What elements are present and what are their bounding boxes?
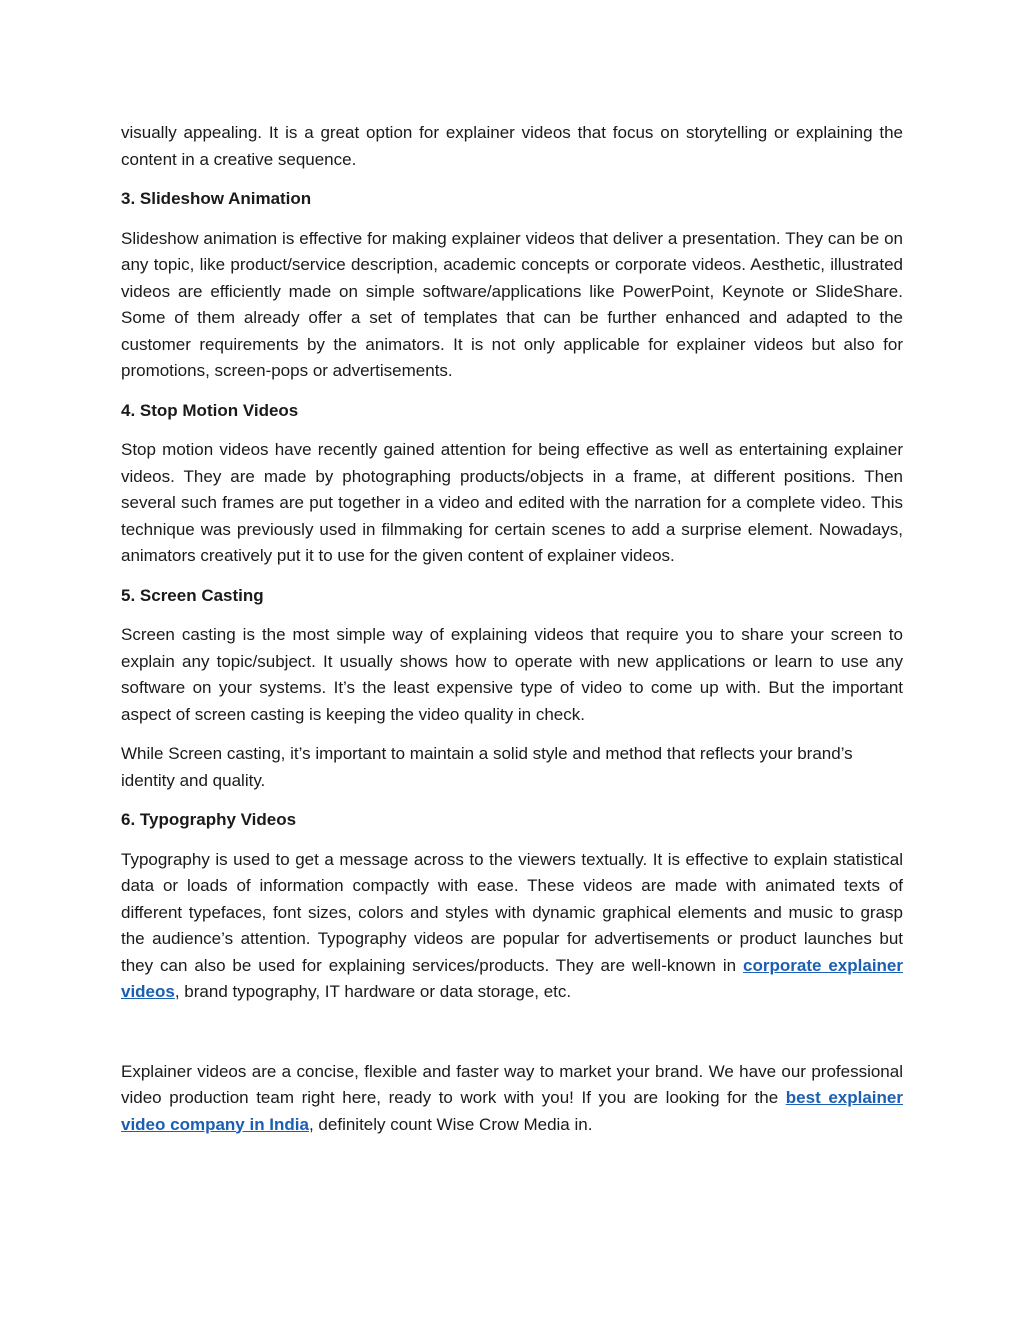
section-heading-stop-motion: 4. Stop Motion Videos — [121, 400, 299, 420]
best-explainer-company-link[interactable]: best explainer video company in India — [121, 1088, 903, 1134]
section-paragraph-stop-motion: Stop motion videos have recently gained attention for being effective as well as entertaining explainer videos. They are made by photographing products/objects in a frame, at different positions. Then several such frames are put together in a video and edited with the narration for a complete video. This technique was previously used in filmmaking for certain scenes to add a surprise element. Nowadays, animators creatively put it to use for the given content of explainer videos. — [121, 440, 903, 565]
closing-text-after-link: , definitely count Wise Crow Media in. — [308, 1114, 593, 1134]
section-heading-screen-casting: 5. Screen Casting — [121, 585, 264, 605]
closing-text-before-link: Explainer videos are a concise, flexible and faster way to market your brand. We have our professional video production team right here, ready to work with you! If you are looking for the — [121, 1061, 903, 1107]
section-heading-slideshow: 3. Slideshow Animation — [121, 189, 312, 208]
section-paragraph-screen-casting-2: While Screen casting, it’s important to maintain a solid style and method that reflects your brand’s identity and quality. — [121, 744, 853, 790]
section-paragraph-screen-casting: Screen casting is the most simple way of explaining videos that require you to share your screen to explain any topic/subject. It usually shows how to operate with new applications or learn to use any software on your systems. It’s the least expensive type of video to come up with. But the important aspect of screen casting is keeping the video quality in check. — [121, 625, 903, 724]
typography-text-after-link: , brand typography, IT hardware or data storage, etc. — [174, 982, 572, 1001]
closing-paragraph — [121, 1059, 903, 1139]
section-paragraph-typography — [121, 847, 903, 1006]
section-heading-typography: 6. Typography Videos — [121, 810, 297, 829]
paragraph-spacer — [121, 1019, 903, 1059]
intro-paragraph: visually appealing. It is a great option for explainer videos that focus on storytelling or explaining the content in a creative sequence. — [121, 123, 903, 169]
section-paragraph-slideshow: Slideshow animation is effective for making explainer videos that deliver a presentation. They can be on any topic, like product/service description, academic concepts or corporate videos. Aesthetic, illustrated videos are efficiently made on simple software/applications like PowerPoint, Keynote or SlideShare. Some of them already offer a set of templates that can be further enhanced and adapted to the customer requirements by the animators. It is not only applicable for explainer videos but also for promotions, screen-pops or advertisements. — [121, 228, 903, 380]
corporate-explainer-videos-link[interactable]: corporate explainer videos — [121, 955, 904, 1001]
typography-text-before-link: Typography is used to get a message across to the viewers textually. It is effective to explain statistical data or loads of information compactly with ease. These videos are made with animated texts of different typefaces, font sizes, colors and styles with dynamic graphical elements and music to grasp the audience’s attention. Typography videos are popular for advertisements or product launches but they can also be used for explaining services/products. They are well-known in — [121, 849, 903, 975]
document-page — [121, 120, 903, 1151]
